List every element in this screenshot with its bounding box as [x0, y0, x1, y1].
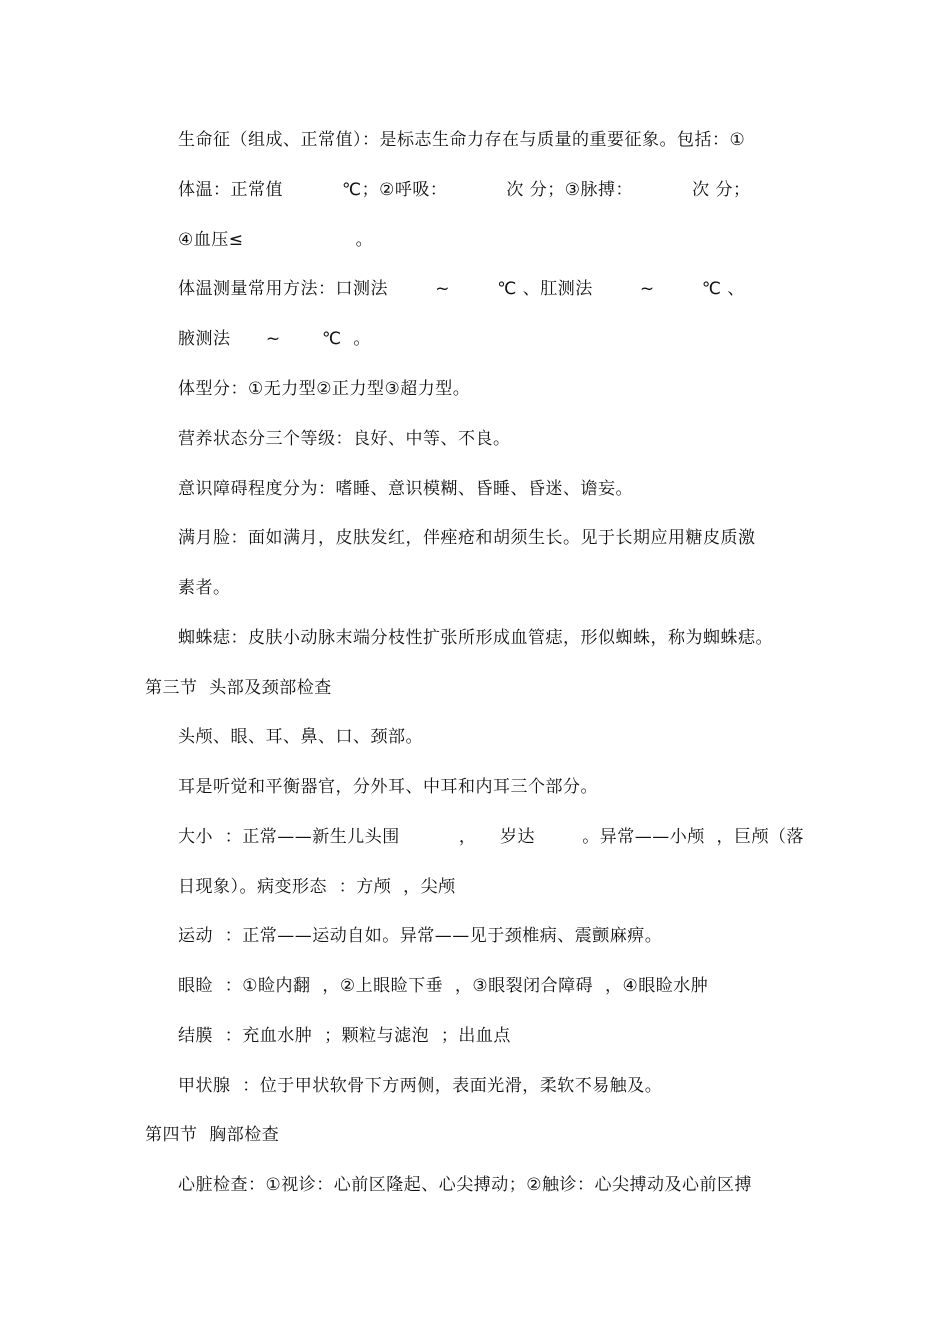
paragraph-line: 体温：正常值 ℃；②呼吸： 次 分；③脉搏： 次 分；: [178, 180, 751, 200]
paragraph-skull-size: 大小 ：正常——新生儿头围 ， 岁达 。异常——小颅 ，巨颅（落: [178, 827, 804, 847]
paragraph-moon-face: 满月脸：面如满月，皮肤发红，伴痤疮和胡须生长。见于长期应用糖皮质激: [178, 528, 756, 548]
paragraph-body-type: 体型分：①无力型②正力型③超力型。: [178, 379, 471, 399]
paragraph-consciousness: 意识障碍程度分为：嗜睡、意识模糊、昏睡、昏迷、谵妄。: [178, 479, 633, 499]
paragraph-temperature-methods: 体温测量常用方法：口测法 ~ ℃ 、肛测法 ~ ℃ 、: [178, 279, 745, 299]
paragraph-heart-exam: 心脏检查：①视诊：心前区隆起、心尖搏动；②触诊：心尖搏动及心前区搏: [178, 1175, 752, 1195]
paragraph-nutrition: 营养状态分三个等级：良好、中等、不良。: [178, 429, 511, 449]
paragraph-spider-nevus: 蜘蛛痣：皮肤小动脉末端分枝性扩张所形成血管痣，形似蜘蛛，称为蜘蛛痣。: [178, 628, 773, 648]
paragraph-head-parts: 头颅、眼、耳、鼻、口、颈部。: [178, 727, 423, 747]
paragraph-line: 素者。: [178, 578, 231, 598]
paragraph-line: 日现象）。病变形态 ：方颅 ，尖颅: [178, 877, 456, 897]
paragraph-eyelid: 眼睑 ：①睑内翻 ，②上眼睑下垂 ，③眼裂闭合障碍 ，④眼睑水肿: [178, 976, 709, 996]
paragraph-conjunctiva: 结膜 ：充血水肿 ；颗粒与滤泡 ；出血点: [178, 1026, 511, 1046]
section-heading-head-neck: 第三节 头部及颈部检查: [145, 678, 332, 698]
paragraph-vital-signs: 生命征（组成、正常值）：是标志生命力存在与质量的重要征象。包括：①: [178, 130, 746, 150]
paragraph-ear: 耳是听觉和平衡器官，分外耳、中耳和内耳三个部分。: [178, 777, 598, 797]
paragraph-movement: 运动 ：正常——运动自如。异常——见于颈椎病、震颤麻痹。: [178, 926, 663, 946]
section-heading-chest: 第四节 胸部检查: [145, 1125, 280, 1145]
paragraph-line: 腋测法 ~ ℃ 。: [178, 329, 371, 349]
paragraph-thyroid: 甲状腺 ：位于甲状软骨下方两侧，表面光滑，柔软不易触及。: [178, 1076, 663, 1096]
paragraph-line: ④血压≤ 。: [178, 230, 374, 250]
